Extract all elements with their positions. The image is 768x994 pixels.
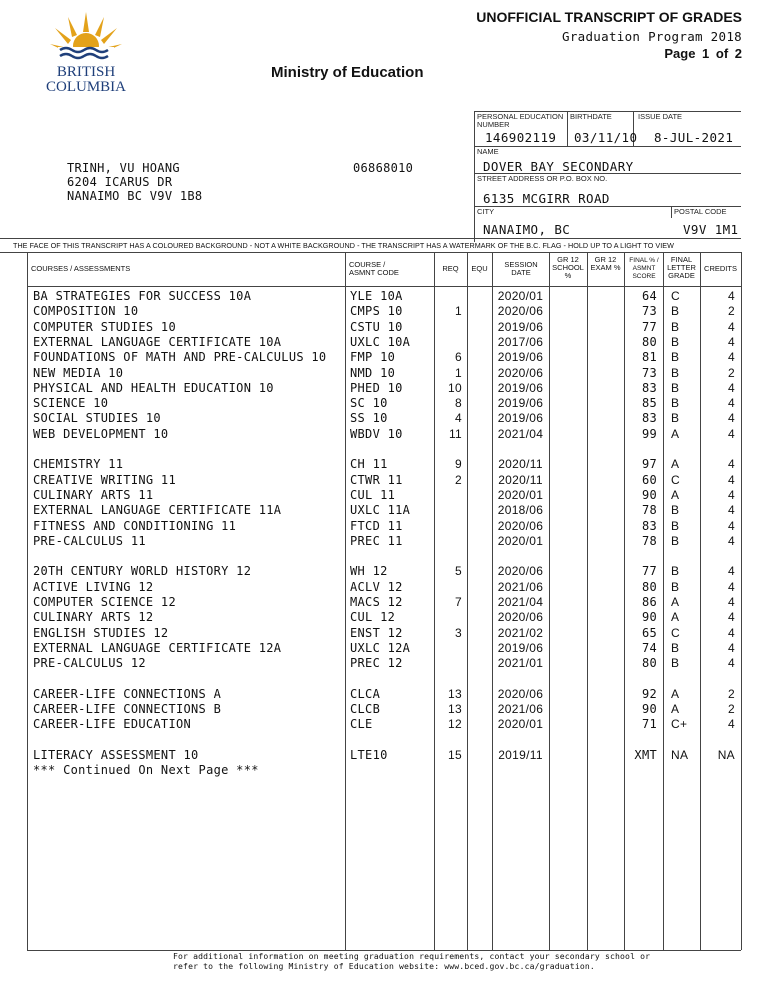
row-course: CULINARY ARTS 11 (33, 487, 154, 502)
row-credits: 4 (728, 487, 735, 502)
row-code: UXLC 12A (350, 640, 411, 655)
row-code: UXLC 11A (350, 503, 411, 518)
row-req: 2 (455, 472, 462, 487)
row-final: 77 (641, 319, 657, 334)
row-course: LITERACY ASSESSMENT 10 (33, 748, 199, 762)
row-letter: C+ (671, 717, 688, 732)
row-final: 99 (641, 426, 657, 441)
row-course: CAREER-LIFE CONNECTIONS B (33, 702, 222, 717)
row-code: FMP 10 (350, 350, 396, 365)
row-final: 83 (641, 380, 657, 395)
row-session: 2020/06 (497, 365, 544, 380)
row-req: 13 (448, 686, 462, 701)
row-credits: 4 (728, 350, 735, 365)
row-req: 11 (448, 426, 462, 441)
row-course: ACTIVE LIVING 12 (33, 579, 154, 594)
row-req: 5 (455, 564, 462, 579)
row-session: 2020/06 (497, 518, 544, 533)
row-code: PREC 11 (350, 533, 403, 548)
row-letter: A (671, 487, 680, 502)
name-label: NAME (477, 147, 499, 156)
row-letter: B (671, 640, 680, 655)
row-code: SC 10 (350, 396, 388, 411)
row-final: 65 (641, 625, 657, 640)
postal-value: V9V 1M1 (683, 222, 739, 237)
row-course: PRE-CALCULUS 11 (33, 533, 146, 548)
row-code: CLE (350, 717, 373, 732)
row-code: CH 11 (350, 457, 388, 472)
row-req: 6 (455, 350, 462, 365)
row-course: PRE-CALCULUS 12 (33, 656, 146, 671)
street-label: STREET ADDRESS OR P.O. BOX NO. (477, 174, 608, 183)
row-code: MACS 12 (350, 595, 403, 609)
row-credits: 4 (728, 457, 735, 472)
row-letter: B (671, 533, 680, 548)
row-session: 2020/06 (497, 304, 544, 319)
row-credits: 4 (728, 717, 735, 732)
street-value: 6135 MCGIRR ROAD (483, 191, 610, 206)
row-req: 15 (448, 748, 462, 762)
program-name: Graduation Program 2018 (562, 29, 742, 44)
row-credits: 4 (728, 503, 735, 518)
row-credits: 4 (728, 610, 735, 625)
page-indicator: Page 1 of 2 (664, 46, 742, 61)
row-letter: B (671, 579, 680, 594)
row-credits: 4 (728, 472, 735, 487)
row-final: 83 (641, 518, 657, 533)
row-code: CLCB (350, 702, 381, 717)
student-address-line2: NANAIMO BC V9V 1B8 (67, 189, 203, 203)
row-course: 20TH CENTURY WORLD HISTORY 12 (33, 564, 252, 579)
row-req: 8 (455, 396, 462, 411)
row-final: 90 (641, 487, 657, 502)
row-code: WH 12 (350, 564, 388, 579)
row-letter: NA (671, 748, 689, 762)
row-course: EXTERNAL LANGUAGE CERTIFICATE 11A (33, 503, 282, 518)
row-letter: B (671, 380, 680, 395)
document-title: UNOFFICIAL TRANSCRIPT OF GRADES (476, 9, 742, 25)
row-req: 3 (455, 625, 462, 640)
row-req: 13 (448, 702, 462, 717)
row-course: CREATIVE WRITING 11 (33, 472, 176, 487)
row-final: 80 (641, 579, 657, 594)
row-session: 2021/06 (497, 579, 544, 594)
row-course: NEW MEDIA 10 (33, 365, 124, 380)
col-header-course: COURSES / ASSESSMENTS (31, 264, 131, 273)
row-session: 2019/06 (497, 350, 544, 365)
birthdate-label: BIRTHDATE (570, 112, 612, 121)
row-code: YLE 10A (350, 289, 403, 303)
row-letter: A (671, 457, 680, 472)
footer-line2: refer to the following Ministry of Education website: www.bced.gov.bc.ca/graduation. (173, 960, 595, 971)
row-letter: B (671, 564, 680, 579)
row-final: 81 (641, 350, 657, 365)
row-final: 90 (641, 702, 657, 717)
birthdate-value: 03/11/10 (574, 130, 638, 145)
footer-note (173, 952, 650, 971)
row-code: SS 10 (350, 411, 388, 426)
row-course: CHEMISTRY 11 (33, 457, 124, 472)
col-header-final: FINAL % / ASMNT SCORE (629, 257, 659, 280)
row-credits: 4 (728, 289, 735, 303)
row-session: 2020/01 (497, 717, 544, 732)
row-final: 71 (641, 717, 657, 732)
row-letter: B (671, 396, 680, 411)
row-code: UXLC 10A (350, 334, 411, 349)
row-letter: B (671, 656, 680, 671)
col-header-session: SESSION DATE (504, 260, 538, 277)
row-credits: NA (717, 748, 735, 762)
row-code: WBDV 10 (350, 426, 403, 441)
row-code: PHED 10 (350, 380, 403, 395)
row-req: 1 (455, 365, 462, 380)
student-block (67, 161, 202, 203)
row-course: COMPOSITION 10 (33, 304, 139, 319)
school-name: DOVER BAY SECONDARY (483, 159, 634, 174)
row-letter: A (671, 702, 680, 717)
row-credits: 4 (728, 579, 735, 594)
row-code: FTCD 11 (350, 518, 403, 533)
row-session: 2020/06 (497, 610, 544, 625)
row-course: BA STRATEGIES FOR SUCCESS 10A (33, 289, 252, 303)
row-final: XMT (634, 748, 657, 762)
row-code: NMD 10 (350, 365, 396, 380)
row-credits: 2 (728, 702, 735, 717)
row-session: 2021/06 (497, 702, 544, 717)
row-session: 2020/11 (498, 472, 543, 487)
row-final: 77 (641, 564, 657, 579)
row-course: FITNESS AND CONDITIONING 11 (33, 518, 237, 533)
row-course: WEB DEVELOPMENT 10 (33, 426, 169, 441)
col-header-school: GR 12 SCHOOL % (552, 255, 584, 280)
row-letter: A (671, 595, 680, 609)
row-letter: B (671, 518, 680, 533)
row-session: 2019/06 (497, 411, 544, 426)
row-course: CAREER-LIFE EDUCATION (33, 717, 192, 732)
student-address-line1: 6204 ICARUS DR (67, 175, 173, 189)
row-credits: 4 (728, 411, 735, 426)
row-course: EXTERNAL LANGUAGE CERTIFICATE 10A (33, 334, 282, 349)
row-course: FOUNDATIONS OF MATH AND PRE-CALCULUS 10 (33, 350, 327, 365)
row-final: 97 (641, 457, 657, 472)
logo-text-british: BRITISH (56, 64, 116, 80)
row-final: 80 (641, 334, 657, 349)
row-code: ACLV 12 (350, 579, 403, 594)
watermark-notice: THE FACE OF THIS TRANSCRIPT HAS A COLOURED BACKGROUND - NOT A WHITE BACKGROUND - THE TRANSCRIPT HAS A WATERMARK OF THE B.C. FLAG - HOLD UP TO A LIGHT TO VIEW (13, 241, 674, 250)
row-final: 85 (641, 396, 657, 411)
row-credits: 4 (728, 380, 735, 395)
row-letter: B (671, 304, 680, 319)
logo-text-columbia: COLUMBIA (45, 79, 127, 94)
row-req: 10 (448, 380, 462, 395)
row-code: CMPS 10 (350, 304, 403, 319)
row-session: 2020/06 (497, 686, 544, 701)
row-course: EXTERNAL LANGUAGE CERTIFICATE 12A (33, 640, 282, 655)
postal-label: POSTAL CODE (674, 207, 727, 216)
ministry-name: Ministry of Education (271, 64, 424, 81)
row-letter: C (671, 289, 680, 303)
row-credits: 4 (728, 625, 735, 640)
row-session: 2020/01 (497, 289, 544, 303)
row-code: CTWR 11 (350, 472, 403, 487)
row-letter: B (671, 334, 680, 349)
row-final: 86 (641, 595, 657, 609)
row-session: 2021/02 (497, 625, 544, 640)
row-credits: 4 (728, 396, 735, 411)
row-credits: 2 (728, 686, 735, 701)
city-value: NANAIMO, BC (483, 222, 571, 237)
row-credits: 4 (728, 533, 735, 548)
row-course: ENGLISH STUDIES 12 (33, 625, 169, 640)
row-code: LTE10 (350, 748, 388, 762)
student-name: TRINH, VU HOANG (67, 161, 180, 175)
row-credits: 4 (728, 334, 735, 349)
row-code: CUL 12 (350, 610, 396, 625)
row-final: 73 (641, 365, 657, 380)
row-session: 2019/11 (498, 748, 543, 762)
row-final: 64 (641, 289, 657, 303)
row-final: 73 (641, 304, 657, 319)
row-final: 92 (641, 686, 657, 701)
row-final: 74 (641, 640, 657, 655)
pen-label: PERSONAL EDUCATION NUMBER (477, 112, 564, 129)
row-letter: B (671, 350, 680, 365)
row-credits: 2 (728, 365, 735, 380)
row-session: 2020/01 (497, 487, 544, 502)
row-credits: 2 (728, 304, 735, 319)
row-session: 2020/06 (497, 564, 544, 579)
footer-line1: For additional information on meeting graduation requirements, contact your secondary school or (173, 951, 651, 961)
row-req: 12 (448, 717, 462, 732)
issue-date-label: ISSUE DATE (638, 112, 683, 121)
row-session: 2017/06 (497, 334, 544, 349)
row-final: 78 (641, 533, 657, 548)
row-credits: 4 (728, 595, 735, 609)
row-letter: B (671, 411, 680, 426)
col-header-code: COURSE / ASMNT CODE (349, 260, 399, 277)
row-req: 4 (455, 411, 462, 426)
row-course: PHYSICAL AND HEALTH EDUCATION 10 (33, 380, 274, 395)
row-req: 9 (455, 457, 462, 472)
row-session: 2021/04 (497, 595, 544, 609)
row-code: CSTU 10 (350, 319, 403, 334)
issue-date-value: 8-JUL-2021 (654, 130, 734, 145)
row-course: SCIENCE 10 (33, 396, 109, 411)
col-header-equ: EQU (471, 264, 488, 273)
row-letter: B (671, 503, 680, 518)
row-credits: 4 (728, 319, 735, 334)
row-req: 1 (455, 304, 462, 319)
row-letter: C (671, 472, 680, 487)
row-session: 2021/04 (497, 426, 544, 441)
row-final: 60 (641, 472, 657, 487)
col-header-letter: FINAL LETTER GRADE (667, 255, 696, 280)
row-session: 2021/01 (497, 656, 544, 671)
row-course: COMPUTER STUDIES 10 (33, 319, 176, 334)
row-credits: 4 (728, 656, 735, 671)
row-course: *** Continued On Next Page *** (33, 763, 259, 778)
row-letter: A (671, 426, 680, 441)
row-req: 7 (455, 595, 462, 609)
row-session: 2020/11 (498, 457, 543, 472)
row-session: 2019/06 (497, 396, 544, 411)
row-letter: C (671, 625, 680, 640)
col-header-credits: CREDITS (704, 264, 737, 273)
row-final: 80 (641, 656, 657, 671)
row-letter: A (671, 610, 680, 625)
col-header-req: REQ (442, 264, 459, 273)
student-id: 06868010 (353, 161, 414, 175)
row-course: COMPUTER SCIENCE 12 (33, 595, 176, 609)
row-session: 2020/01 (497, 533, 544, 548)
col-header-exam: GR 12 EXAM % (590, 255, 621, 272)
bc-logo (28, 8, 144, 94)
row-letter: B (671, 365, 680, 380)
row-final: 83 (641, 411, 657, 426)
row-session: 2018/06 (497, 503, 544, 518)
row-final: 90 (641, 610, 657, 625)
row-session: 2019/06 (497, 319, 544, 334)
city-label: CITY (477, 207, 495, 216)
row-course: CULINARY ARTS 12 (33, 610, 154, 625)
row-session: 2019/06 (497, 380, 544, 395)
row-credits: 4 (728, 640, 735, 655)
row-course: SOCIAL STUDIES 10 (33, 411, 161, 426)
sun-emblem-icon (28, 8, 144, 94)
row-code: PREC 12 (350, 656, 403, 671)
row-code: CUL 11 (350, 487, 396, 502)
row-final: 78 (641, 503, 657, 518)
row-code: ENST 12 (350, 625, 403, 640)
row-letter: B (671, 319, 680, 334)
row-code: CLCA (350, 686, 381, 701)
row-letter: A (671, 686, 680, 701)
row-course: CAREER-LIFE CONNECTIONS A (33, 686, 222, 701)
row-credits: 4 (728, 518, 735, 533)
row-credits: 4 (728, 426, 735, 441)
pen-value: 146902119 (485, 130, 557, 145)
row-credits: 4 (728, 564, 735, 579)
row-session: 2019/06 (497, 640, 544, 655)
